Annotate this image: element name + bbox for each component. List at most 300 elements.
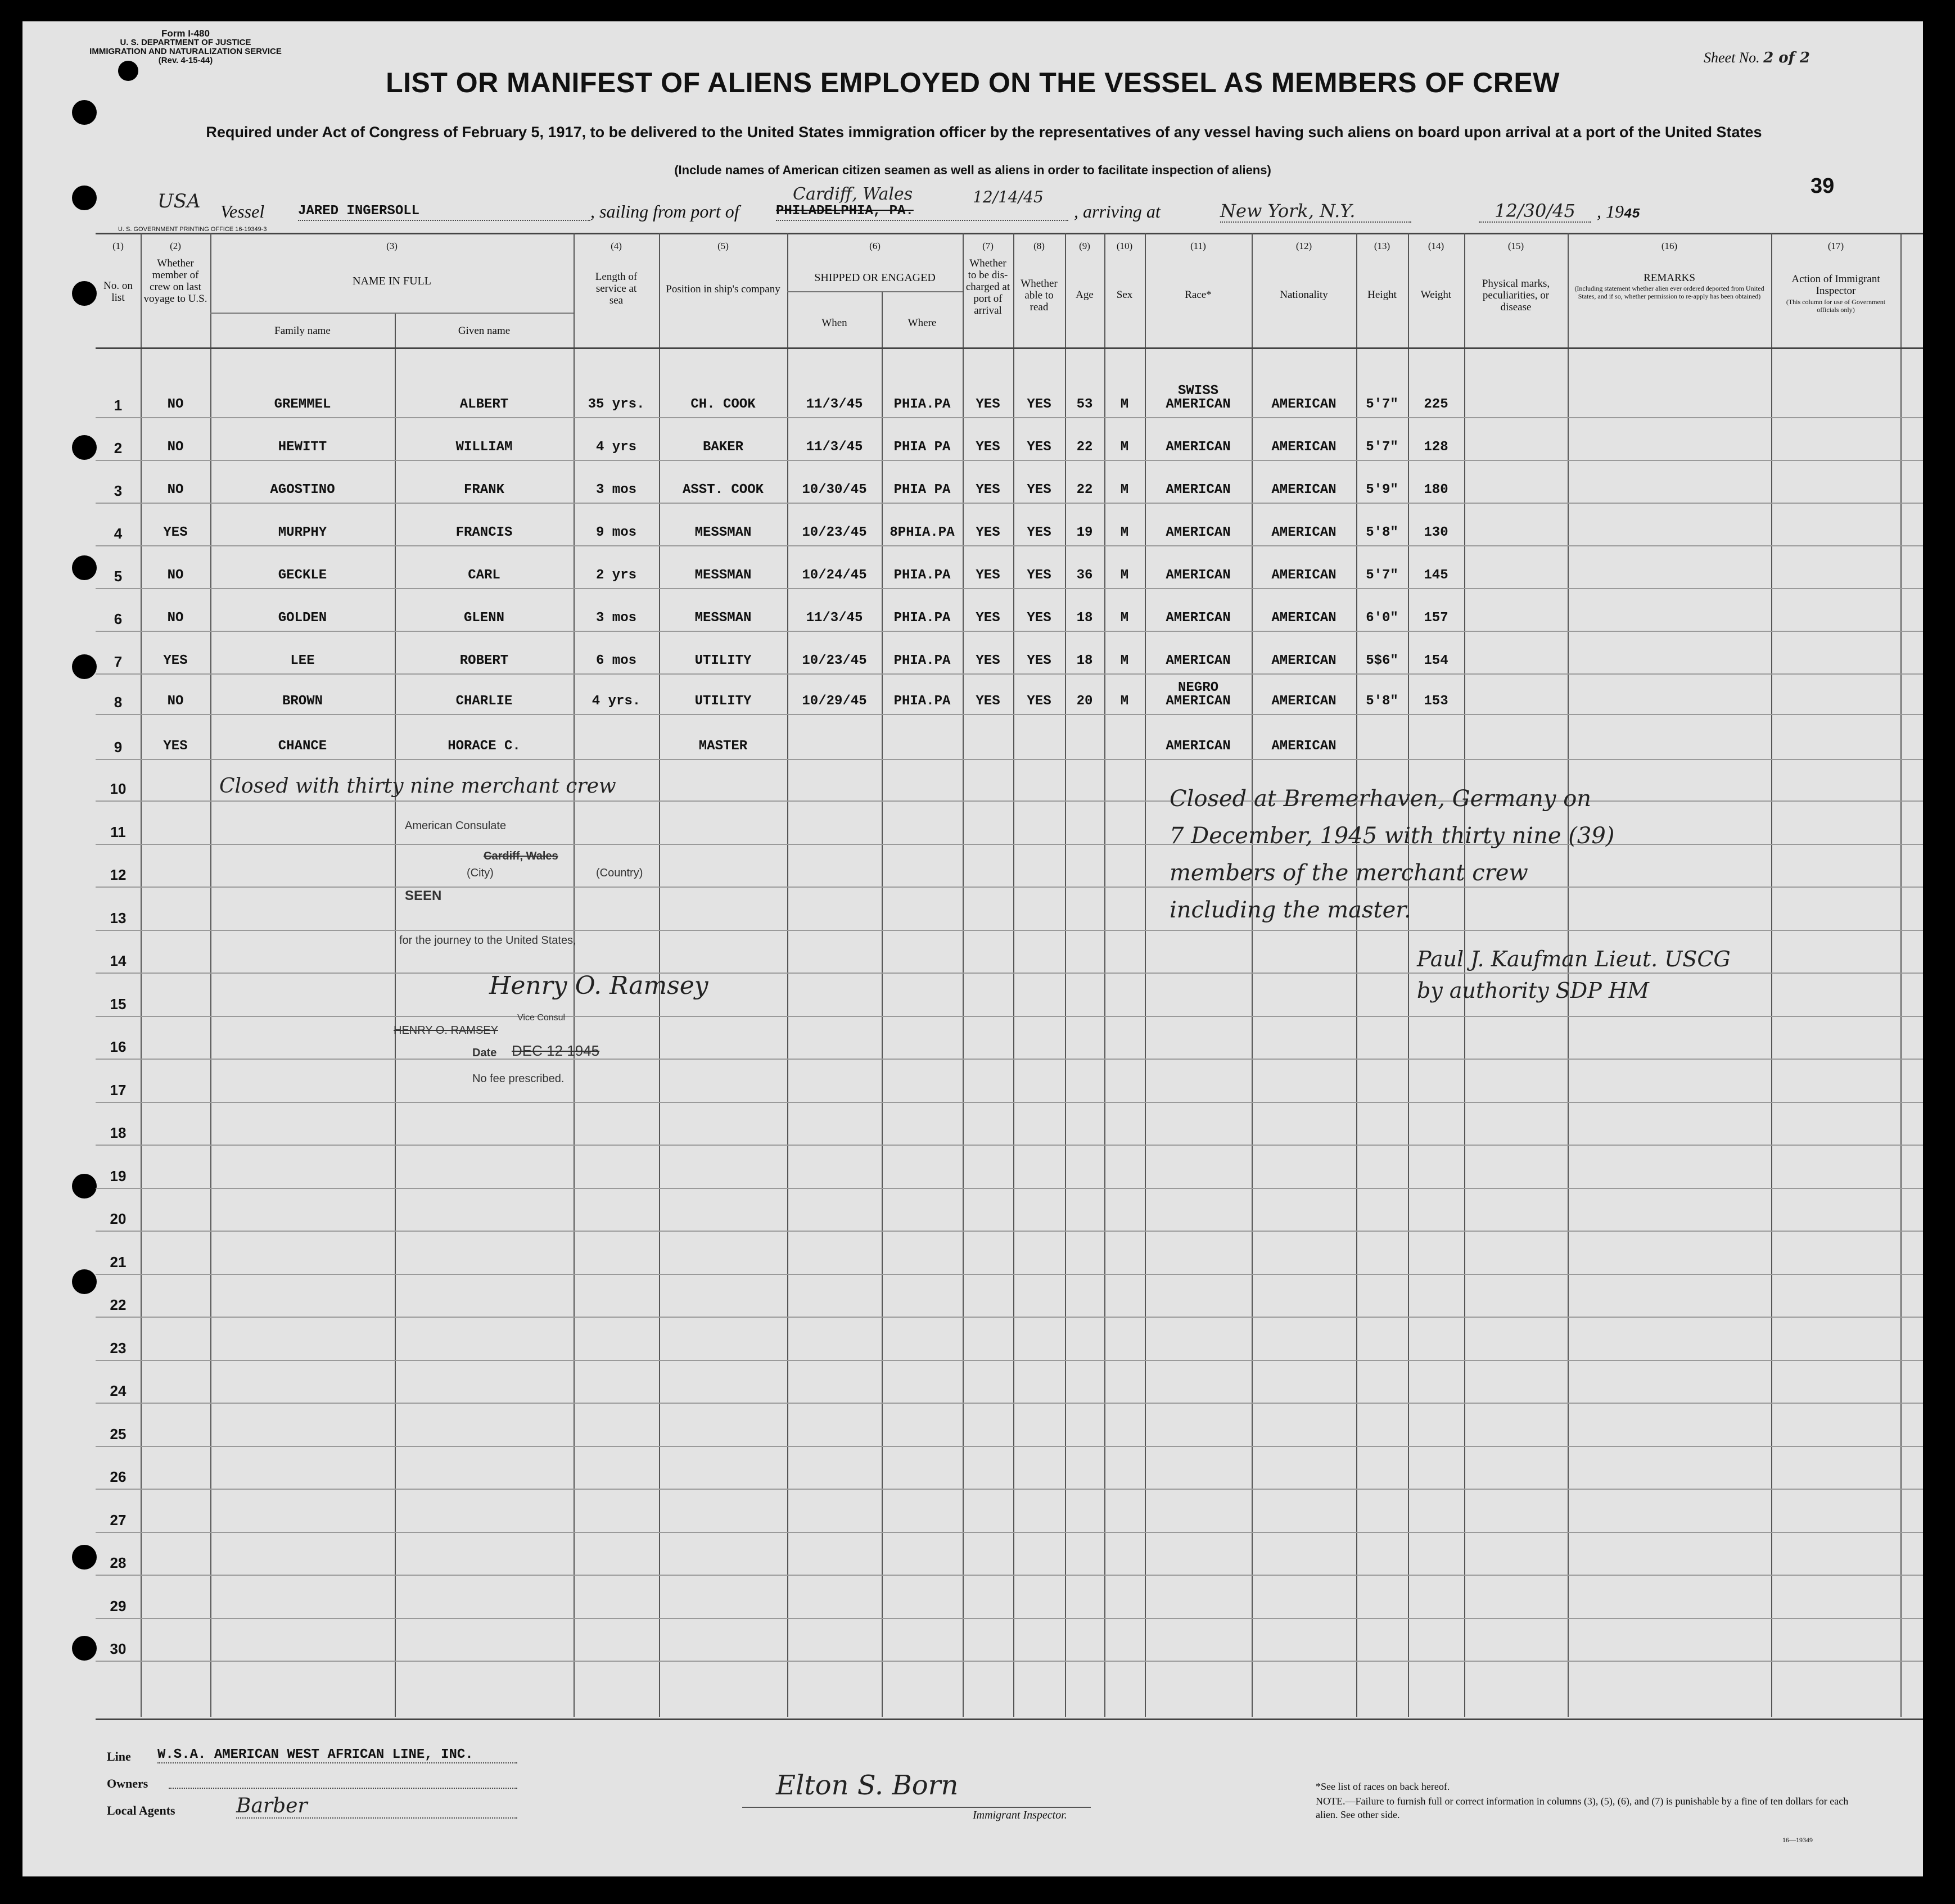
cell-length-of-service: 9 mos	[595, 525, 636, 540]
cell-weight: 225	[1424, 397, 1448, 412]
cell-family-name: GOLDEN	[278, 610, 327, 626]
owners-value-line	[169, 1788, 517, 1789]
inspector-label: Immigrant Inspector.	[973, 1809, 1067, 1821]
row-rule	[96, 930, 1923, 931]
form-code: 16—19349	[1782, 1836, 1813, 1844]
cell-discharged: YES	[976, 440, 1000, 455]
cell-shipped-when: 10/24/45	[802, 568, 867, 583]
cell-nationality: AMERICAN	[1271, 397, 1337, 412]
cell-given-name: GLENN	[463, 610, 504, 626]
closed-note-line: members of the merchant crew	[1170, 860, 1528, 886]
cell-discharged: YES	[976, 482, 1000, 498]
cell-sex: M	[1120, 525, 1129, 540]
row-rule	[96, 714, 1923, 715]
arriving-label: , arriving at	[1074, 201, 1161, 221]
cell-shipped-where: PHIA PA	[893, 440, 951, 455]
cell-age: 19	[1076, 525, 1093, 540]
cell-shipped-where: PHIA PA	[893, 482, 951, 498]
races-note: *See list of races on back hereof.	[1316, 1781, 1450, 1792]
header-remarks: REMARKS	[1644, 272, 1695, 284]
service-name: IMMIGRATION AND NATURALIZATION SERVICE	[89, 47, 282, 56]
cell-shipped-where: PHIA.PA	[893, 694, 951, 709]
cell-race-prefix: NEGRO	[1177, 680, 1218, 695]
row-number: 24	[110, 1382, 127, 1399]
line-label: Line	[107, 1749, 131, 1763]
col-number: (17)	[1827, 241, 1844, 251]
cell-position: MESSMAN	[694, 610, 752, 626]
header-family-name: Family name	[274, 325, 331, 337]
agents-value: Barber	[236, 1794, 517, 1819]
cell-position: MESSMAN	[694, 525, 752, 540]
col-number: (7)	[982, 241, 994, 251]
consulate-name: American Consulate	[405, 820, 507, 832]
form-number: Form I-480	[161, 28, 210, 39]
cell-shipped-where: 8PHIA.PA	[890, 525, 955, 540]
sailing-date-handwritten: 12/14/45	[973, 188, 1044, 206]
cell-shipped-where: PHIA.PA	[893, 653, 951, 668]
column-numbers	[22, 241, 1923, 254]
col-number: (12)	[1295, 241, 1312, 251]
sheet-label: Sheet No.	[1704, 49, 1760, 66]
row-rule	[96, 1618, 1923, 1619]
cell-able-to-read: YES	[1027, 694, 1051, 709]
header-shipped-engaged: SHIPPED OR ENGAGED	[814, 272, 936, 284]
row-rule	[96, 460, 1923, 461]
sailing-port-typed: PHILADELPHIA, PA.	[776, 203, 1068, 221]
cell-able-to-read: YES	[1027, 610, 1051, 626]
cell-able-to-read: YES	[1027, 482, 1051, 498]
cell-shipped-when: 10/23/45	[802, 653, 867, 668]
cell-weight: 153	[1424, 694, 1448, 709]
consulate-country-label: (Country)	[596, 867, 643, 879]
form-note: (Include names of American citizen seamen as well as aliens in order to facilitate inspection of aliens)	[674, 163, 1271, 177]
row-number: 6	[114, 610, 123, 627]
header-discharged: Whether to be dis-charged at port of arrival	[965, 257, 1010, 316]
cell-nationality: AMERICAN	[1271, 525, 1337, 540]
row-rule	[96, 1274, 1923, 1275]
consulate-stamp	[382, 820, 731, 1112]
cell-nationality: AMERICAN	[1271, 653, 1337, 668]
row-number: 19	[110, 1167, 127, 1184]
sheet-number	[1704, 49, 1810, 66]
cell-age: 22	[1076, 482, 1093, 498]
col-number: (16)	[1661, 241, 1678, 251]
cell-weight: 130	[1424, 525, 1448, 540]
punch-hole	[72, 555, 97, 580]
punch-hole	[72, 186, 97, 210]
sailing-label: , sailing from port of	[590, 201, 739, 221]
header-height: Height	[1367, 289, 1397, 301]
header-physical-marks: Physical marks, peculiarities, or disease	[1482, 278, 1550, 313]
row-number: 2	[114, 440, 123, 456]
header-able-to-read: Whether able to read	[1021, 278, 1058, 313]
cell-given-name: ROBERT	[459, 653, 509, 668]
cell-sex: M	[1120, 653, 1129, 668]
cell-weight: 180	[1424, 482, 1448, 498]
cell-nationality: AMERICAN	[1271, 482, 1337, 498]
cell-sex: M	[1120, 610, 1129, 626]
row-number: 8	[114, 694, 123, 711]
cell-given-name: WILLIAM	[455, 440, 513, 455]
header-where: Where	[907, 317, 937, 329]
cell-length-of-service: 3 mos	[595, 482, 636, 498]
cell-shipped-where: PHIA.PA	[893, 397, 951, 412]
header-remarks-note: (Including statement whether alien ever ordered deported from United States, and if so, whether permission to re-apply has been obtained)	[1574, 284, 1764, 300]
row-rule	[96, 545, 1923, 546]
header-no-on-list: No. on list	[103, 280, 133, 304]
cell-race: AMERICAN	[1166, 694, 1231, 709]
cell-age: 53	[1076, 397, 1093, 412]
col-number: (8)	[1033, 241, 1045, 251]
cell-sex: M	[1120, 694, 1129, 709]
cell-weight: 154	[1424, 653, 1448, 668]
row-number: 11	[110, 823, 126, 840]
handwritten-closed-note-left: Closed with thirty nine merchant crew	[219, 775, 616, 798]
row-rule	[96, 1403, 1923, 1404]
cell-able-to-read: YES	[1027, 568, 1051, 583]
row-number: 18	[110, 1124, 127, 1141]
vessel-label: Vessel	[220, 201, 265, 221]
header-when: When	[821, 317, 847, 329]
cell-race: AMERICAN	[1166, 739, 1231, 754]
cell-discharged: YES	[976, 694, 1000, 709]
cell-family-name: LEE	[290, 653, 315, 668]
journey-text: for the journey to the United States,	[399, 934, 576, 947]
cell-position: BAKER	[702, 440, 743, 455]
year-suffix: 45	[1624, 207, 1640, 222]
arriving-date: 12/30/45	[1479, 200, 1591, 223]
cell-given-name: ALBERT	[459, 397, 509, 412]
arriving-port: New York, N.Y.	[1220, 200, 1411, 223]
cell-position: CH. COOK	[690, 397, 756, 412]
cell-family-name: GREMMEL	[274, 397, 331, 412]
cell-race: AMERICAN	[1166, 397, 1231, 412]
cell-family-name: CHANCE	[278, 739, 327, 754]
cell-last-voyage: NO	[167, 440, 184, 455]
cell-race-prefix: SWISS	[1177, 383, 1218, 399]
cell-family-name: GECKLE	[278, 568, 327, 583]
row-number: 30	[110, 1640, 127, 1657]
col-number: (1)	[112, 241, 124, 251]
cell-weight: 157	[1424, 610, 1448, 626]
sheet-value: 2 of 2	[1763, 49, 1810, 66]
punch-hole	[72, 435, 97, 460]
cell-length-of-service: 6 mos	[595, 653, 636, 668]
header-action-inspector: Action of Immigrant Inspector	[1791, 273, 1880, 297]
row-number: 7	[114, 653, 123, 670]
header-sex: Sex	[1116, 289, 1133, 301]
row-rule	[96, 588, 1923, 589]
cell-length-of-service: 3 mos	[595, 610, 636, 626]
page-title: LIST OR MANIFEST OF ALIENS EMPLOYED ON THE VESSEL AS MEMBERS OF CREW	[386, 67, 1560, 98]
row-rule	[96, 673, 1923, 675]
cell-height: 5'7"	[1366, 568, 1398, 583]
cell-given-name: CHARLIE	[455, 694, 513, 709]
cell-nationality: AMERICAN	[1271, 694, 1337, 709]
officer-signature	[1417, 943, 1731, 1006]
cell-family-name: AGOSTINO	[270, 482, 335, 498]
cell-height: 5$6"	[1366, 653, 1398, 668]
closed-note-line: Closed at Bremerhaven, Germany on	[1170, 786, 1592, 812]
punch-hole	[72, 1269, 97, 1294]
printing-office-note: U. S. GOVERNMENT PRINTING OFFICE 16-19349-3	[118, 226, 267, 233]
row-rule	[96, 1360, 1923, 1361]
row-rule	[96, 887, 1923, 888]
closed-note-line: 7 December, 1945 with thirty nine (39)	[1170, 823, 1615, 849]
row-number: 27	[110, 1511, 127, 1528]
row-number: 29	[110, 1597, 127, 1614]
row-rule	[96, 503, 1923, 504]
row-rule	[96, 1059, 1923, 1060]
row-rule	[96, 801, 1923, 802]
row-number: 17	[110, 1081, 127, 1098]
col-number: (5)	[717, 241, 729, 251]
cell-discharged: YES	[976, 653, 1000, 668]
cell-height: 6'0"	[1366, 610, 1398, 626]
cell-sex: M	[1120, 397, 1129, 412]
row-number: 14	[110, 952, 127, 969]
header-nationality: Nationality	[1280, 289, 1328, 301]
date-value: DEC 12 1945	[512, 1042, 600, 1059]
col-number: (13)	[1374, 241, 1390, 251]
header-age: Age	[1076, 289, 1094, 301]
cell-last-voyage: NO	[167, 610, 184, 626]
col-number: (14)	[1428, 241, 1444, 251]
col-number: (15)	[1507, 241, 1524, 251]
consul-title: Vice Consul	[517, 1013, 566, 1023]
inspector-signature-line	[742, 1807, 1091, 1808]
row-rule	[96, 631, 1923, 632]
cell-family-name: MURPHY	[278, 525, 327, 540]
row-number: 4	[114, 525, 123, 542]
line-value: W.S.A. AMERICAN WEST AFRICAN LINE, INC.	[157, 1747, 517, 1763]
officer-signature-line: Paul J. Kaufman Lieut. USCG	[1417, 947, 1731, 971]
cell-last-voyage: YES	[163, 525, 188, 540]
col-number: (4)	[611, 241, 622, 251]
manifest-sheet	[22, 21, 1923, 1876]
cell-age: 20	[1076, 694, 1093, 709]
header-weight: Weight	[1420, 289, 1452, 301]
cell-age: 22	[1076, 440, 1093, 455]
col-number: (9)	[1079, 241, 1090, 251]
cell-nationality: AMERICAN	[1271, 739, 1337, 754]
row-rule	[96, 844, 1923, 845]
cell-given-name: HORACE C.	[448, 739, 521, 754]
vessel-name: JARED INGERSOLL	[298, 203, 590, 221]
row-number: 21	[110, 1253, 127, 1270]
row-number: 5	[114, 568, 123, 585]
footer	[22, 1725, 1923, 1871]
cell-age: 36	[1076, 568, 1093, 583]
cell-sex: M	[1120, 568, 1129, 583]
officer-signature-line: by authority SDP HM	[1417, 978, 1649, 1003]
cell-discharged: YES	[976, 610, 1000, 626]
cell-height: 5'7"	[1366, 440, 1398, 455]
col-number: (3)	[386, 241, 398, 251]
row-rule	[96, 1016, 1923, 1017]
col-number: (10)	[1116, 241, 1133, 251]
row-number: 10	[110, 780, 127, 797]
date-label: Date	[472, 1047, 497, 1059]
cell-family-name: BROWN	[282, 694, 323, 709]
cell-length-of-service: 35 yrs.	[588, 397, 645, 412]
row-number: 25	[110, 1425, 127, 1442]
row-number: 12	[110, 866, 127, 883]
sailing-port-handwritten: Cardiff, Wales	[793, 184, 913, 204]
row-number: 22	[110, 1296, 127, 1313]
cell-length-of-service: 4 yrs.	[592, 694, 641, 709]
row-number: 28	[110, 1554, 127, 1571]
cell-race: AMERICAN	[1166, 610, 1231, 626]
cell-nationality: AMERICAN	[1271, 568, 1337, 583]
row-number: 16	[110, 1038, 127, 1055]
row-number: 9	[114, 739, 123, 756]
cell-discharged: YES	[976, 525, 1000, 540]
inspector-signature: Elton S. Born	[776, 1770, 959, 1801]
cell-able-to-read: YES	[1027, 653, 1051, 668]
year-label	[1597, 201, 1640, 222]
cell-nationality: AMERICAN	[1271, 440, 1337, 455]
cell-shipped-when: 11/3/45	[806, 440, 863, 455]
page-number: 39	[1810, 174, 1835, 198]
cell-nationality: AMERICAN	[1271, 610, 1337, 626]
cell-height: 5'9"	[1366, 482, 1398, 498]
cell-shipped-when: 11/3/45	[806, 610, 863, 626]
consul-name: HENRY O. RAMSEY	[394, 1024, 498, 1037]
cell-length-of-service: 4 yrs	[595, 440, 636, 455]
cell-race: AMERICAN	[1166, 568, 1231, 583]
cell-age: 18	[1076, 653, 1093, 668]
row-number: 23	[110, 1339, 127, 1356]
cell-shipped-when: 10/30/45	[802, 482, 867, 498]
header-name-in-full: NAME IN FULL	[353, 275, 431, 287]
row-number: 26	[110, 1468, 127, 1485]
header-last-voyage: Whether member of crew on last voyage to U.S.	[143, 257, 207, 305]
header-position: Position in ship's company	[666, 283, 780, 295]
cell-last-voyage: NO	[167, 568, 184, 583]
row-rule	[96, 417, 1923, 418]
row-rule	[96, 1102, 1923, 1103]
cell-sex: M	[1120, 440, 1129, 455]
consulate-city-label: (City)	[467, 867, 494, 879]
row-number: 3	[114, 482, 123, 499]
cell-position: UTILITY	[694, 694, 752, 709]
cell-last-voyage: YES	[163, 653, 188, 668]
row-rule	[96, 1231, 1923, 1232]
cell-last-voyage: NO	[167, 482, 184, 498]
cell-position: MESSMAN	[694, 568, 752, 583]
punch-hole	[72, 100, 97, 125]
col-number: (2)	[170, 241, 181, 251]
header-length-of-service: Length of service at sea	[595, 271, 638, 306]
header-action-note: (This column for use of Government officials only)	[1786, 298, 1886, 314]
cell-length-of-service: 2 yrs	[595, 568, 636, 583]
cell-given-name: FRANCIS	[455, 525, 513, 540]
punch-hole	[72, 1174, 97, 1199]
cell-shipped-where: PHIA.PA	[893, 568, 951, 583]
punch-hole	[72, 654, 97, 679]
closed-note-line: including the master.	[1170, 897, 1411, 923]
header-given-name: Given name	[458, 325, 511, 337]
cell-able-to-read: YES	[1027, 440, 1051, 455]
consulate-city: Cardiff, Wales	[484, 850, 558, 862]
cell-race: AMERICAN	[1166, 525, 1231, 540]
row-rule	[96, 1317, 1923, 1318]
consul-signature: Henry O. Ramsey	[489, 971, 708, 1000]
owners-label: Owners	[107, 1776, 148, 1790]
row-rule	[96, 1661, 1923, 1662]
punch-hole	[72, 1636, 97, 1661]
row-rule	[96, 1532, 1923, 1533]
cell-able-to-read: YES	[1027, 397, 1051, 412]
cell-age: 18	[1076, 610, 1093, 626]
col-number: (6)	[869, 241, 881, 251]
cell-family-name: HEWITT	[278, 440, 327, 455]
cell-given-name: FRANK	[463, 482, 504, 498]
cell-given-name: CARL	[468, 568, 500, 583]
row-rule	[96, 759, 1923, 760]
row-rule	[96, 1575, 1923, 1576]
header-race: Race*	[1185, 289, 1212, 301]
cell-discharged: YES	[976, 397, 1000, 412]
row-rule	[96, 1188, 1923, 1189]
row-rule	[96, 1145, 1923, 1146]
row-number: 20	[110, 1210, 127, 1227]
row-number: 15	[110, 995, 127, 1012]
cell-sex: M	[1120, 482, 1129, 498]
row-number: 1	[114, 397, 123, 414]
cell-race: AMERICAN	[1166, 440, 1231, 455]
form-subtitle: Required under Act of Congress of February 5, 1917, to be delivered to the United States immigration officer by the representatives of any vessel having such aliens on board upon arrival at a port of the United States	[206, 124, 1762, 141]
cell-height: 5'8"	[1366, 694, 1398, 709]
cell-last-voyage: NO	[167, 397, 184, 412]
cell-shipped-when: 10/23/45	[802, 525, 867, 540]
cell-last-voyage: NO	[167, 694, 184, 709]
punch-hole	[72, 281, 97, 306]
row-number: 13	[110, 909, 127, 926]
row-rule	[96, 1446, 1923, 1447]
cell-position: UTILITY	[694, 653, 752, 668]
cell-able-to-read: YES	[1027, 525, 1051, 540]
cell-weight: 145	[1424, 568, 1448, 583]
form-identifier	[84, 29, 287, 65]
cell-position: MASTER	[698, 739, 748, 754]
form-revision: (Rev. 4-15-44)	[158, 56, 213, 65]
cell-height: 5'7"	[1366, 397, 1398, 412]
cell-shipped-where: PHIA.PA	[893, 610, 951, 626]
fee-text: No fee prescribed.	[472, 1073, 565, 1085]
cell-weight: 128	[1424, 440, 1448, 455]
cell-race: AMERICAN	[1166, 653, 1231, 668]
punch-hole	[72, 1545, 97, 1570]
department-name: U. S. DEPARTMENT OF JUSTICE	[120, 38, 251, 47]
cell-shipped-when: 10/29/45	[802, 694, 867, 709]
handwritten-closed-note-right	[1170, 780, 1614, 929]
cell-race: AMERICAN	[1166, 482, 1231, 498]
cell-height: 5'8"	[1366, 525, 1398, 540]
agents-label: Local Agents	[107, 1803, 175, 1817]
cell-last-voyage: YES	[163, 739, 188, 754]
seen-stamp: SEEN	[405, 888, 442, 903]
penalty-note: NOTE.—Failure to furnish full or correct information in columns (3), (5), (6), and (7) is punishable by a fine of ten dollars for each alien. See other side.	[1316, 1796, 1849, 1820]
cell-shipped-when: 11/3/45	[806, 397, 863, 412]
year-prefix: , 19	[1597, 201, 1624, 221]
row-rule	[96, 1489, 1923, 1490]
flag-note: USA	[157, 190, 201, 212]
col-number: (11)	[1190, 241, 1206, 251]
cell-discharged: YES	[976, 568, 1000, 583]
cell-position: ASST. COOK	[682, 482, 764, 498]
